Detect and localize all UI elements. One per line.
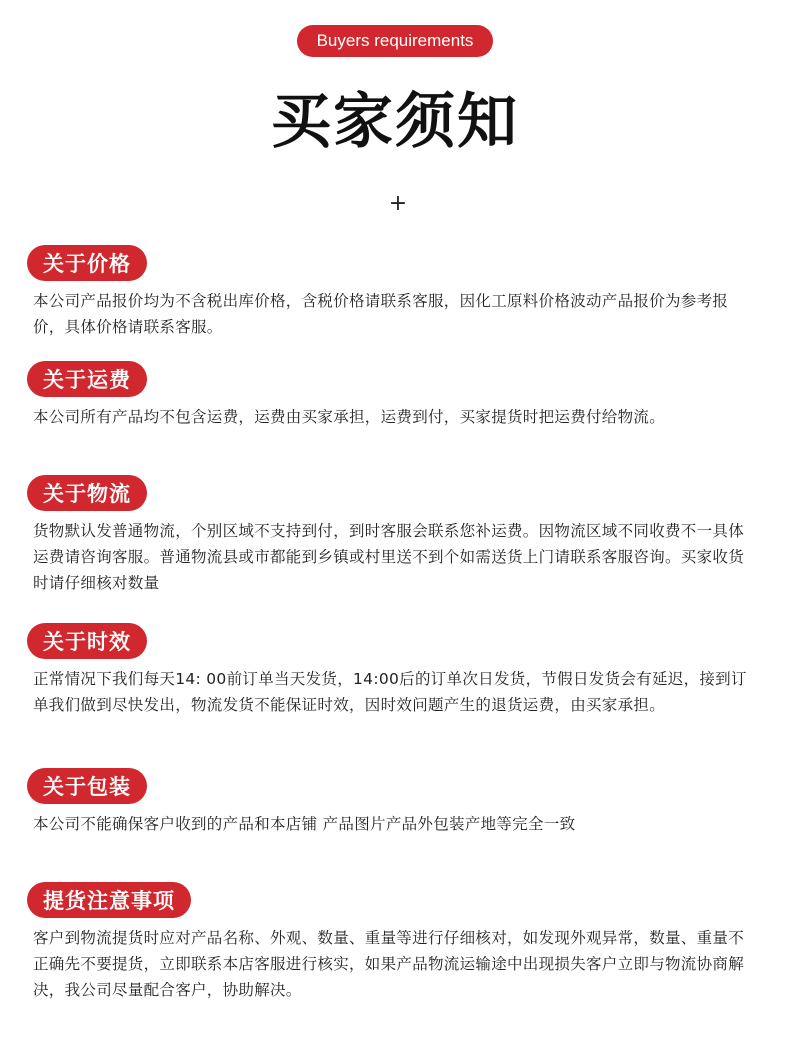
- section-price: [27, 245, 767, 340]
- section-title-shipping-fee: 关于运费: [27, 361, 147, 397]
- section-text-logistics: 货物默认发普通物流，个别区域不支持到付，到时客服会联系您补运费。因物流区域不同收费不一具体运费请咨询客服。普通物流县或市都能到乡镇或村里送不到个如需送货上门请联系客服咨询。买家收货时请仔细核对数量: [33, 522, 745, 592]
- plus-icon: +: [388, 191, 408, 216]
- section-title-timeliness: 关于时效: [27, 623, 147, 659]
- section-text-shipping-fee: 本公司所有产品均不包含运费，运费由买家承担，运费到付，买家提货时把运费付给物流。: [33, 408, 666, 426]
- section-text-packaging: 本公司不能确保客户收到的产品和本店铺 产品图片产品外包装产地等完全一致: [33, 815, 576, 833]
- section-text-pickup-notes: 客户到物流提货时应对产品名称、外观、数量、重量等进行仔细核对，如发现外观异常，数量、重量不正确先不要提货，立即联系本店客服进行核实，如果产品物流运输途中出现损失客户立即与物流协商解决，我公司尽量配合客户，协助解决。: [33, 929, 745, 999]
- section-title-price: 关于价格: [27, 245, 147, 281]
- section-title-packaging: 关于包装: [27, 768, 147, 804]
- section-title-pickup-notes: 提货注意事项: [27, 882, 191, 918]
- section-timeliness: [27, 623, 767, 718]
- section-text-price: 本公司产品报价均为不含税出库价格，含税价格请联系客服，因化工原料价格波动产品报价为参考报价，具体价格请联系客服。: [33, 292, 729, 336]
- buyers-requirements-pill: Buyers requirements: [297, 25, 493, 57]
- section-packaging: [27, 768, 767, 837]
- section-pickup-notes: [27, 882, 767, 1003]
- section-shipping-fee: [27, 361, 767, 430]
- page-title: 买家须知: [271, 87, 519, 157]
- section-logistics: [27, 475, 767, 596]
- section-title-logistics: 关于物流: [27, 475, 147, 511]
- section-text-timeliness: 正常情况下我们每天14: 00前订单当天发货，14:00后的订单次日发货，节假日发货会有延迟，接到订单我们做到尽快发出，物流发货不能保证时效，因时效问题产生的退货运费，由买家承担。: [33, 670, 747, 714]
